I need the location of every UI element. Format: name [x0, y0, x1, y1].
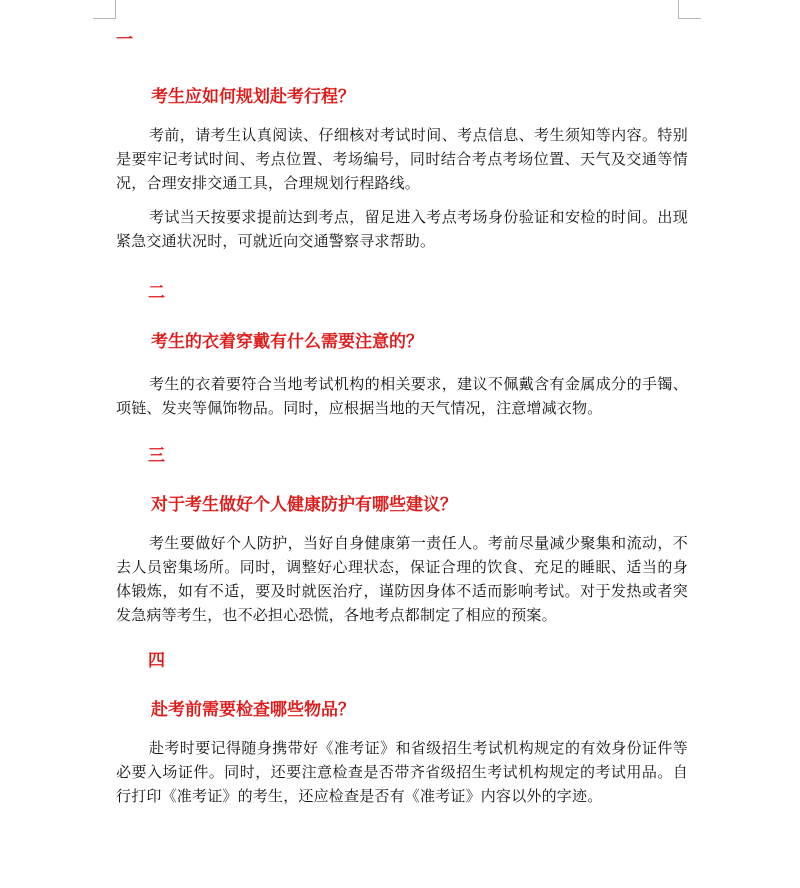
- section-question: 考生的衣着穿戴有什么需要注意的？: [151, 332, 423, 352]
- paragraph: 考生的衣着要符合当地考试机构的相关要求，建议不佩戴含有金属成分的手镯、项链、发夹等佩饰物品。同时，应根据当地的天气情况，注意增减衣物。: [116, 375, 688, 417]
- section-question: 对于考生做好个人健康防护有哪些建议？: [151, 495, 457, 515]
- section-number: 二: [148, 283, 165, 303]
- paragraph: 考前，请考生认真阅读、仔细核对考试时间、考点信息、考生须知等内容。特别是要牢记考试时间、考点位置、考场编号，同时结合考点考场位置、天气及交通等情况，合理安排交通工具，合理规划行程路线。: [116, 126, 688, 192]
- section-number: 三: [148, 446, 165, 466]
- paragraph: 赴考时要记得随身携带好《准考证》和省级招生考试机构规定的有效身份证件等必要入场证件。同时，还要注意检查是否带齐省级招生考试机构规定的考试用品。自行打印《准考证》的考生，还应检查是否有《准考证》内容以外的字迹。: [116, 739, 688, 805]
- section-question: 赴考前需要检查哪些物品？: [151, 700, 355, 720]
- section-1: [116, 28, 688, 253]
- section-2: [116, 281, 688, 420]
- page-corner-mark-top-right: [678, 0, 701, 19]
- section-3: [116, 444, 688, 627]
- section-number: 一: [116, 30, 133, 50]
- section-number: 四: [148, 651, 165, 671]
- paragraph: 考试当天按要求提前达到考点，留足进入考点考场身份验证和安检的时间。出现紧急交通状况时，可就近向交通警察寻求帮助。: [116, 208, 688, 250]
- section-question: 考生应如何规划赴考行程？: [151, 87, 355, 107]
- section-4: [116, 649, 688, 808]
- paragraph: 考生要做好个人防护，当好自身健康第一责任人。考前尽量减少聚集和流动，不去人员密集场所。同时，调整好心理状态，保证合理的饮食、充足的睡眠、适当的身体锻炼，如有不适，要及时就医治疗，谨防因身体不适而影响考试。对于发热或者突发急病等考生，也不必担心恐慌，各地考点都制定了相应的预案。: [116, 534, 688, 624]
- page-corner-mark-top-left: [93, 0, 116, 19]
- document-page: [116, 28, 688, 808]
